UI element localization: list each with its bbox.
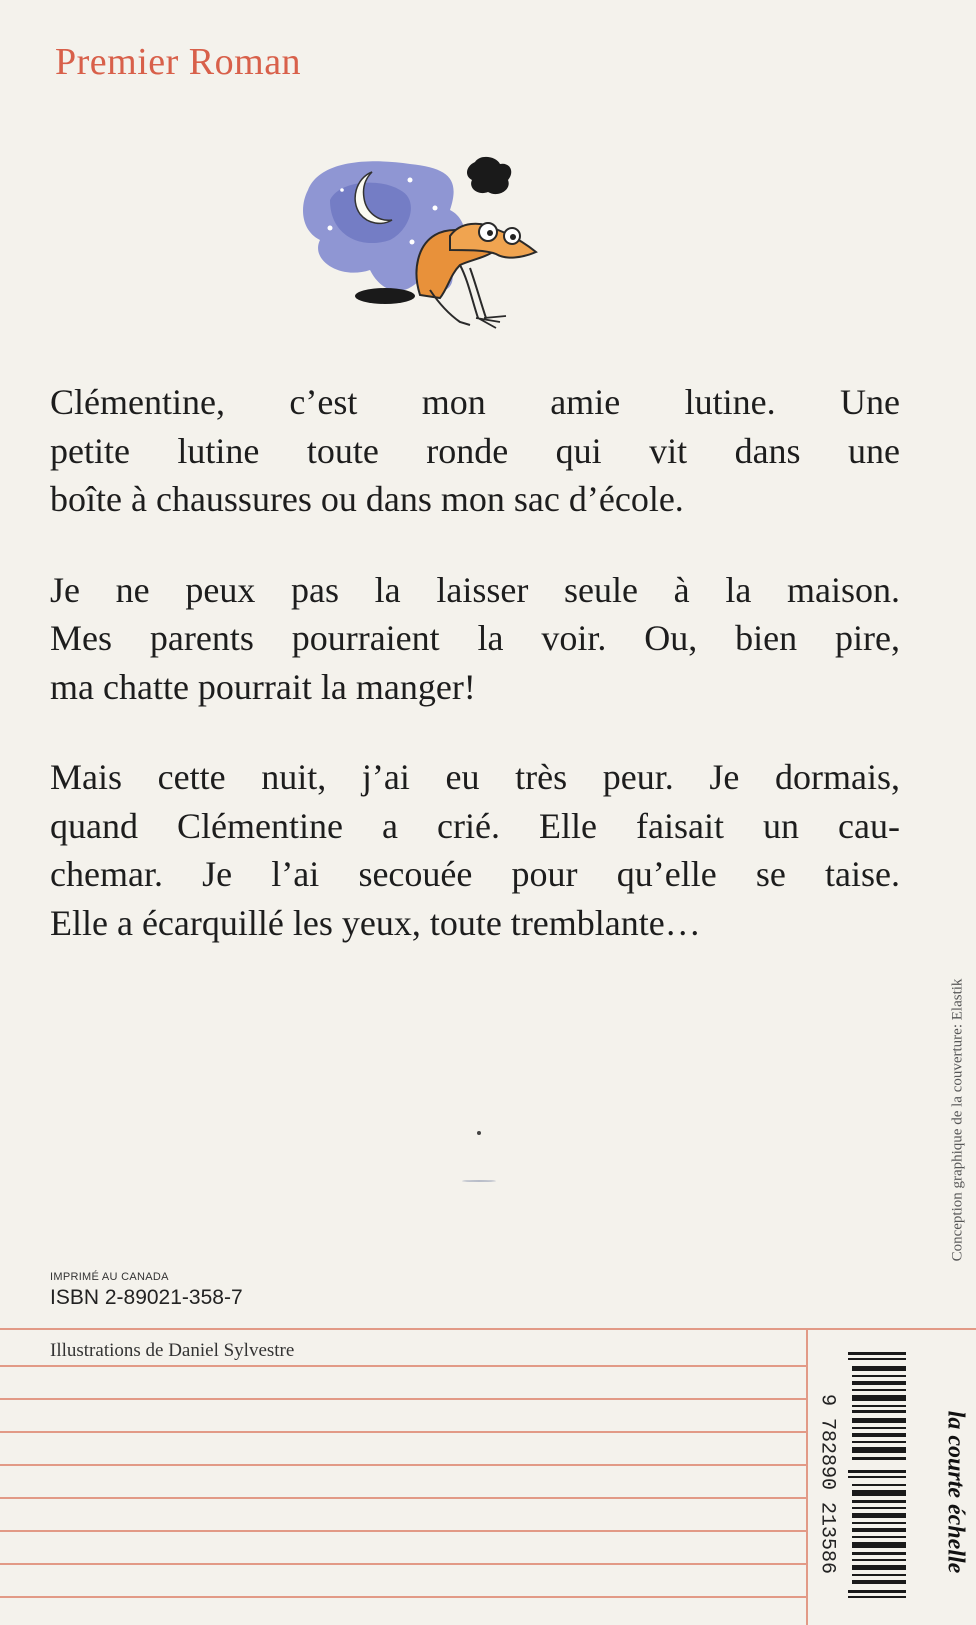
blurb-line: quand Clémentine a crié. Elle faisait un cau- <box>50 805 900 846</box>
hole <box>355 288 415 304</box>
blurb-paragraph <box>50 753 900 947</box>
blurb-line: chemar. Je l’ai secouée pour qu’elle se taise. <box>50 854 900 894</box>
blurb-line: boîte à chaussures ou dans mon sac d’école. <box>50 479 684 519</box>
frog-icon <box>416 223 536 328</box>
blurb-line: ma chatte pourrait la manger! <box>50 666 476 707</box>
cover-design-credit: Conception graphique de la couverture: Elastik <box>949 978 966 1262</box>
blurb-line: Mes parents pourraient la voir. Ou, bien pire, <box>50 618 900 658</box>
blurb-paragraph <box>50 378 900 524</box>
frog-moon-illustration <box>300 150 570 360</box>
blurb-paragraph <box>50 566 900 712</box>
barcode-number: 9 782890 213586 <box>815 1393 839 1575</box>
printed-in-label: IMPRIMÉ AU CANADA <box>50 1271 169 1283</box>
publisher-logo: la courte échelle <box>942 1410 969 1574</box>
back-cover-blurb <box>50 378 900 989</box>
isbn: ISBN 2-89021-358-7 <box>50 1286 243 1309</box>
blurb-line: Je ne peux pas la laisser seule à la maison. <box>50 569 900 610</box>
blurb-line: Clémentine, c’est mon amie lutine. Une <box>50 382 900 422</box>
blurb-line: Mais cette nuit, j’ai eu très peur. Je dormais, <box>50 757 900 797</box>
fly-icon <box>467 157 511 194</box>
blurb-line: petite lutine toute ronde qui vit dans une <box>50 430 900 471</box>
series-title: Premier Roman <box>55 41 302 83</box>
blurb-line: Elle a écarquillé les yeux, toute tremblante… <box>50 902 701 943</box>
illustrations-credit: Illustrations de Daniel Sylvestre <box>50 1340 295 1361</box>
